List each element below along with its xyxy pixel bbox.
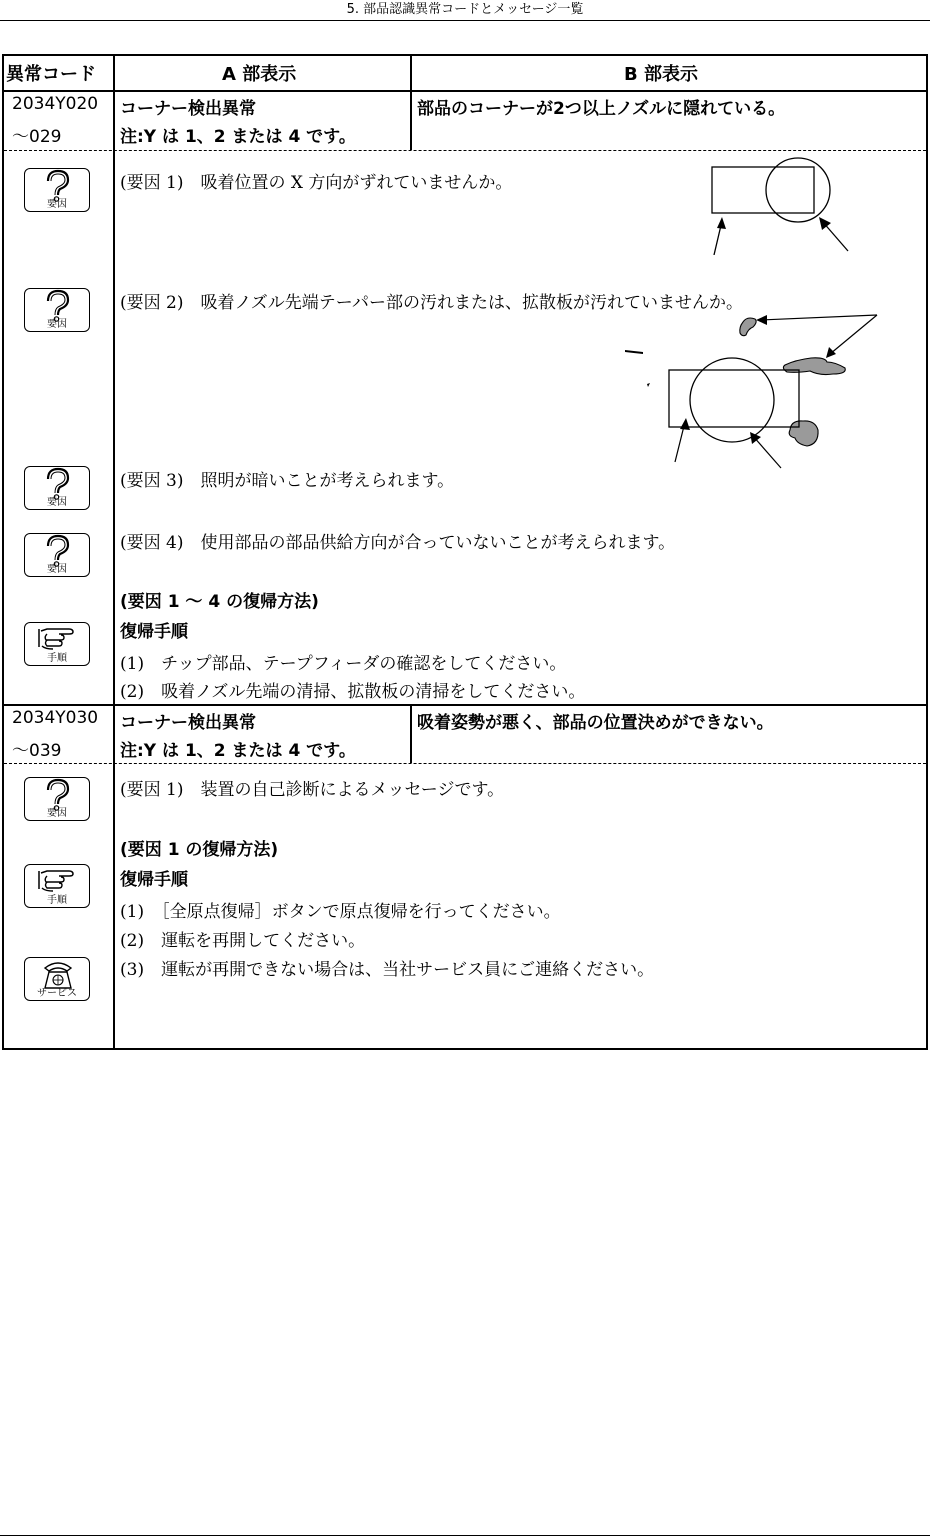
column-divider — [410, 705, 412, 763]
column-divider — [410, 54, 412, 91]
error-code-range: ～039 — [12, 741, 62, 761]
page-footer-rule — [0, 1535, 930, 1536]
a-display-title: コーナー検出異常 — [120, 99, 256, 119]
error-code-range: ～029 — [12, 127, 62, 147]
col-header-a: A 部表示 — [222, 64, 297, 85]
a-display-note: 注:Y は 1、2 または 4 です。 — [120, 741, 356, 761]
procedure-icon — [24, 864, 90, 908]
procedure-step: (3) 運転が再開できない場合は、当社サービス員にご連絡ください。 — [120, 960, 655, 980]
col-header-b: B 部表示 — [624, 64, 698, 85]
procedure-heading: 復帰手順 — [120, 870, 188, 890]
cause-icon — [24, 533, 90, 577]
icon-label: 要因 — [47, 808, 67, 819]
icon-label: 要因 — [47, 199, 67, 210]
column-divider — [410, 91, 412, 150]
cause-2: (要因 2) 吸着ノズル先端テーパー部の汚れまたは、拡散板が汚れていませんか。 — [120, 293, 743, 313]
nozzle-stain-diagram — [615, 310, 885, 470]
cause-1: (要因 1) 吸着位置の X 方向がずれていませんか。 — [120, 173, 513, 193]
icon-label: 手順 — [47, 895, 67, 906]
b-display-text: 部品のコーナーが2つ以上ノズルに隠れている。 — [417, 99, 786, 119]
icon-label: 要因 — [47, 497, 67, 508]
service-icon — [24, 957, 90, 1001]
col-header-code: 異常コード — [6, 64, 96, 85]
dashed-divider — [4, 150, 926, 151]
procedure-step: (2) 吸着ノズル先端の清掃、拡散板の清掃をしてください。 — [120, 682, 586, 702]
icon-label: 手順 — [47, 653, 67, 664]
misalignment-diagram — [700, 155, 860, 255]
procedure-step: (1) ［全原点復帰］ボタンで原点復帰を行ってください。 — [120, 902, 561, 922]
cause-icon — [24, 466, 90, 510]
icon-label: 要因 — [47, 564, 67, 575]
cause-1: (要因 1) 装置の自己診断によるメッセージです。 — [120, 780, 505, 800]
dashed-divider — [4, 763, 926, 764]
cause-4: (要因 4) 使用部品の部品供給方向が合っていないことが考えられます。 — [120, 533, 676, 553]
recovery-heading: (要因 1 の復帰方法) — [120, 840, 279, 860]
a-display-title: コーナー検出異常 — [120, 713, 256, 733]
column-divider — [113, 54, 115, 1050]
procedure-step: (1) チップ部品、テープフィーダの確認をしてください。 — [120, 654, 567, 674]
icon-label: サービス — [37, 988, 77, 999]
cause-icon — [24, 168, 90, 212]
row-divider — [2, 704, 928, 706]
page-title: 5. 部品認識異常コードとメッセージ一覧 — [346, 2, 584, 17]
row-divider — [2, 90, 928, 92]
cause-icon — [24, 777, 90, 821]
procedure-icon — [24, 622, 90, 666]
cause-icon — [24, 288, 90, 332]
a-display-note: 注:Y は 1、2 または 4 です。 — [120, 127, 356, 147]
cause-3: (要因 3) 照明が暗いことが考えられます。 — [120, 471, 455, 491]
recovery-heading: (要因 1 ～ 4 の復帰方法) — [120, 592, 319, 612]
error-code: 2034Y030 — [12, 708, 99, 728]
b-display-text: 吸着姿勢が悪く、部品の位置決めができない。 — [417, 713, 774, 733]
procedure-step: (2) 運転を再開してください。 — [120, 931, 366, 951]
page-header — [0, 0, 930, 21]
error-code: 2034Y020 — [12, 94, 99, 114]
icon-label: 要因 — [47, 319, 67, 330]
procedure-heading: 復帰手順 — [120, 622, 188, 642]
